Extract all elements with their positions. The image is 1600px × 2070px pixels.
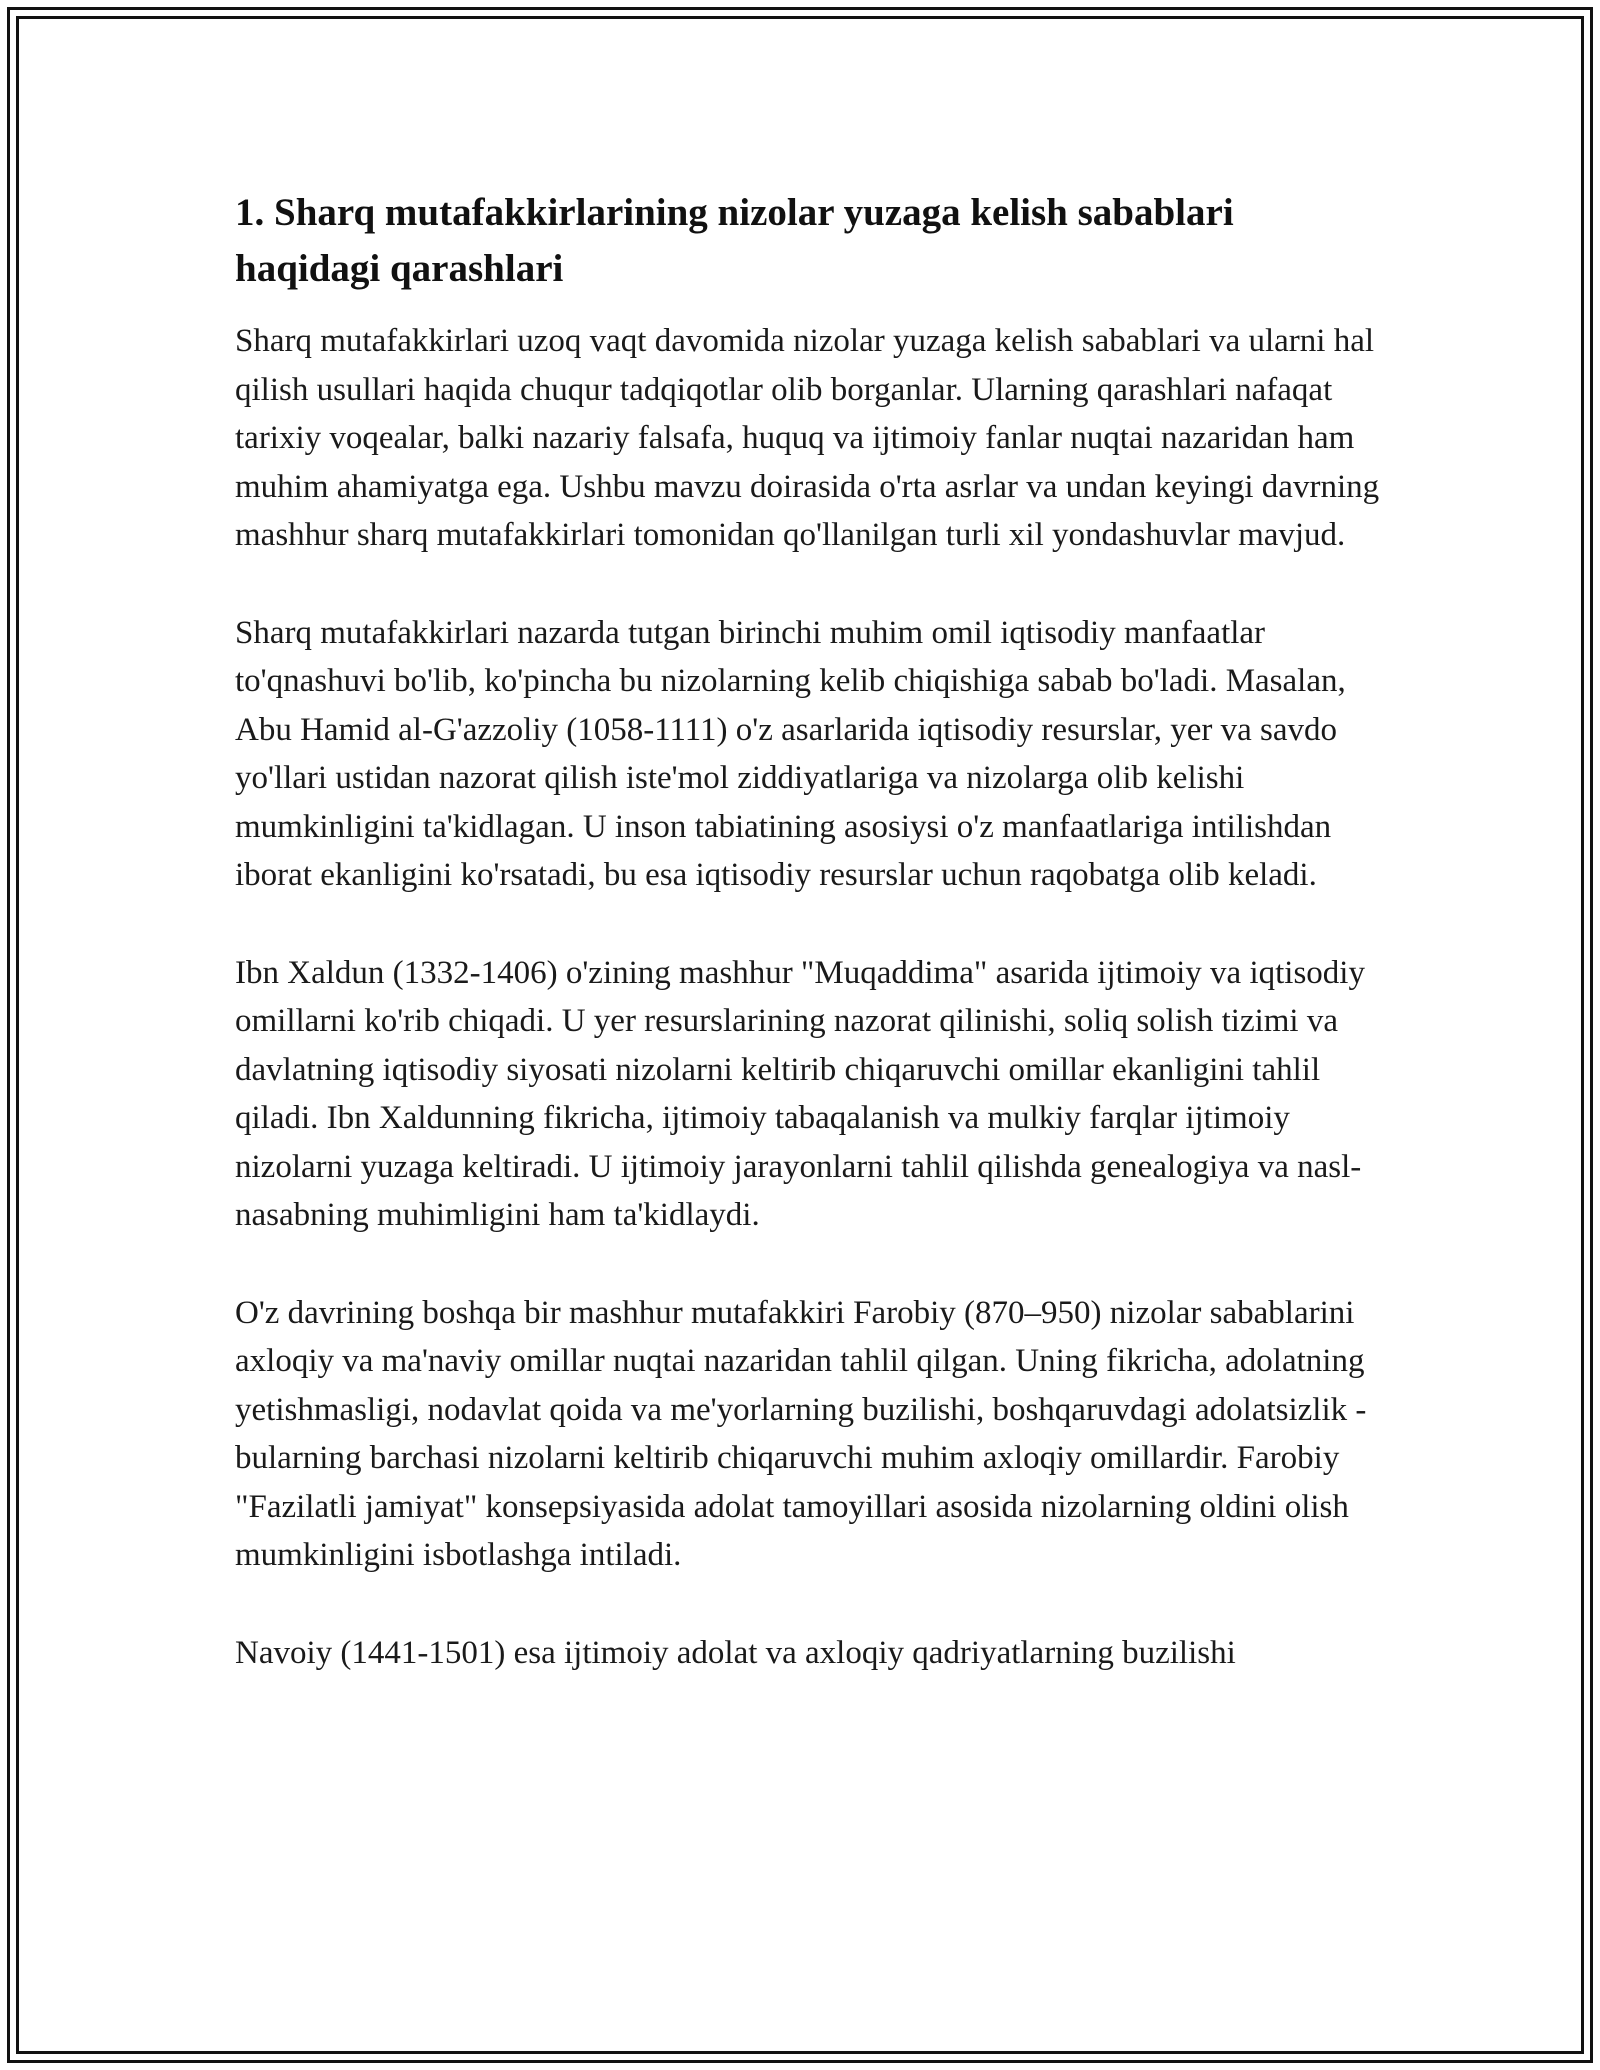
paragraph-intro: Sharq mutafakkirlari uzoq vaqt davomida nizolar yuzaga kelish sabablari va ularni hal qilish usullari haqida chuqur tadqiqotlar olib borganlar. Ularning qarashlari nafaqat tarixiy voqealar, balki nazariy falsafa, huquq va ijtimoiy fanlar nuqtai nazaridan ham muhim ahamiyatga ega. Ushbu mavzu doirasida o'rta asrlar va undan keyingi davrning mashhur sharq mutafakkirlari tomonidan qo'llanilgan turli xil yondashuvlar mavjud. <box>235 323 1380 553</box>
document-body <box>235 185 1380 1726</box>
paragraph-navoiy: Navoiy (1441-1501) esa ijtimoiy adolat va axloqiy qadriyatlarning buzilishi <box>235 1634 1236 1671</box>
paragraph-ibn-khaldun: Ibn Xaldun (1332-1406) o'zining mashhur "Muqaddima" asarida ijtimoiy va iqtisodiy omillarni ko'rib chiqadi. U yer resurslarining nazorat qilinishi, soliq solish tizimi va davlatning iqtisodiy siyosati nizolarni keltirib chiqaruvchi omillar ekanligini tahlil qiladi. Ibn Xaldunning fikricha, ijtimoiy tabaqalanish va mulkiy farqlar ijtimoiy nizolarni yuzaga keltiradi. U ijtimoiy jarayonlarni tahlil qilishda genealogiya va nasl-nasabning muhimligini ham ta'kidlaydi. <box>235 954 1365 1233</box>
paragraph-farabi: O'z davrining boshqa bir mashhur mutafakkiri Farobiy (870–950) nizolar sabablarini axloqiy va ma'naviy omillar nuqtai nazaridan tahlil qilgan. Uning fikricha, adolatning yetishmasligi, nodavlat qoida va me'yorlarning buzilishi, boshqaruvdagi adolatsizlik - bularning barchasi nizolarni keltirib chiqaruvchi muhim axloqiy omillardir. Farobiy "Fazilatli jamiyat" konsepsiyasida adolat tamoyillari asosida nizolarning oldini olish mumkinligini isbotlashga intiladi. <box>235 1294 1367 1573</box>
section-heading: 1. Sharq mutafakkirlarining nizolar yuzaga kelish sabablari haqidagi qarashlari <box>235 191 1234 290</box>
paragraph-ghazali: Sharq mutafakkirlari nazarda tutgan birinchi muhim omil iqtisodiy manfaatlar to'qnashuvi bo'lib, ko'pincha bu nizolarning kelib chiqishiga sabab bo'ladi. Masalan, Abu Hamid al-G'azzoliy (1058-1111) o'z asarlarida iqtisodiy resurslar, yer va savdo yo'llari ustidan nazorat qilish iste'mol ziddiyatlariga va nizolarga olib kelishi mumkinligini ta'kidlagan. U inson tabiatining asosiysi o'z manfaatlariga intilishdan iborat ekanligini ko'rsatadi, bu esa iqtisodiy resurslar uchun raqobatga olib keladi. <box>235 614 1346 893</box>
